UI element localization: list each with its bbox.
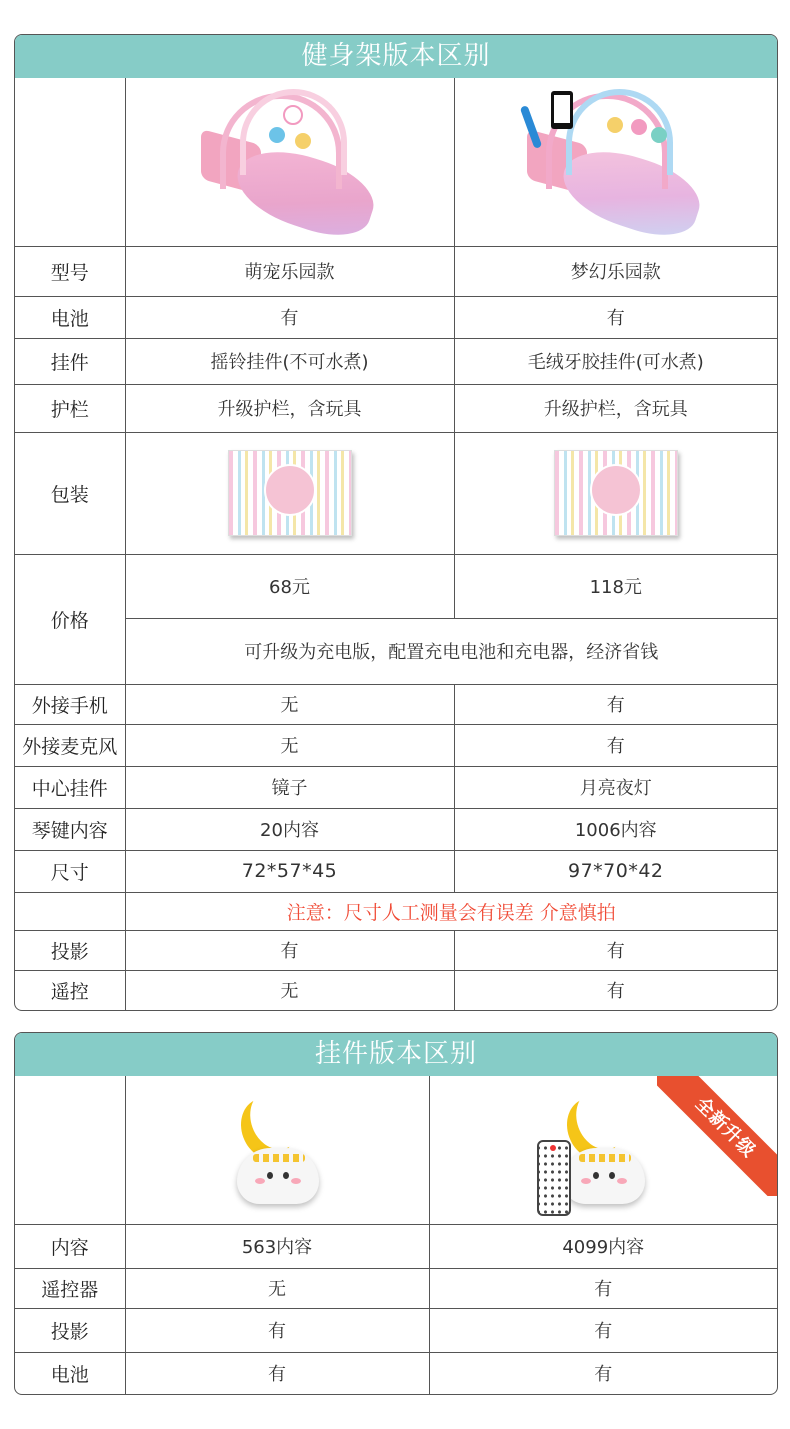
- moon-cloud-lamp-with-remote-image: [533, 1080, 673, 1220]
- table-row: 遥控器 无 有: [15, 1268, 777, 1308]
- phone-icon: [551, 91, 573, 129]
- pendant-card-title: 挂件版本区别: [15, 1033, 777, 1076]
- new-upgrade-ribbon: 全新升级: [657, 1076, 777, 1196]
- gym-card-title: 健身架版本区别: [15, 35, 777, 78]
- moon-icon: [242, 1081, 310, 1156]
- warning-row: [15, 892, 777, 930]
- gift-box-image: [546, 446, 686, 540]
- gym-b-image-cell: [454, 78, 777, 246]
- size-warning: 注意：尺寸人工测量会有误差 介意慎拍: [125, 892, 777, 930]
- moon-icon: [568, 1081, 636, 1156]
- package-row: 包装: [15, 432, 777, 554]
- pendant-comparison-card: [14, 1032, 778, 1395]
- table-row: 内容 563内容 4099内容: [15, 1224, 777, 1268]
- play-gym-dream-image: [521, 87, 711, 237]
- table-row: 遥控 无 有: [15, 970, 777, 1010]
- product-image-row: [15, 78, 777, 246]
- table-row: 电池 有 有: [15, 296, 777, 338]
- remote-control-icon: [537, 1140, 571, 1216]
- table-row: 尺寸 72*57*45 97*70*42: [15, 850, 777, 892]
- table-row: 投影 有 有: [15, 1308, 777, 1352]
- gym-comparison-table: [15, 78, 777, 1010]
- table-row: 型号 萌宠乐园款 梦幻乐园款: [15, 246, 777, 296]
- table-row: 投影 有 有: [15, 930, 777, 970]
- table-row: 外接麦克风 无 有: [15, 724, 777, 766]
- table-row: 琴键内容 20内容 1006内容: [15, 808, 777, 850]
- table-row: 挂件 摇铃挂件(不可水煮) 毛绒牙胶挂件(可水煮): [15, 338, 777, 384]
- table-row: 中心挂件 镜子 月亮夜灯: [15, 766, 777, 808]
- table-row: 护栏 升级护栏，含玩具 升级护栏，含玩具: [15, 384, 777, 432]
- table-row: 外接手机 无 有: [15, 684, 777, 724]
- price-row: 价格 68元 118元: [15, 554, 777, 618]
- gym-a-image-cell: [125, 78, 454, 246]
- pendant-comparison-table: [15, 1076, 777, 1394]
- price-note-row: 可升级为充电版，配置充电电池和充电器，经济省钱: [15, 618, 777, 684]
- table-row: 电池 有 有: [15, 1352, 777, 1394]
- product-image-row: [15, 1076, 777, 1224]
- play-gym-pink-image: [195, 87, 385, 237]
- moon-cloud-lamp-image: [207, 1080, 347, 1220]
- gift-box-image: [220, 446, 360, 540]
- gym-comparison-card: [14, 34, 778, 1011]
